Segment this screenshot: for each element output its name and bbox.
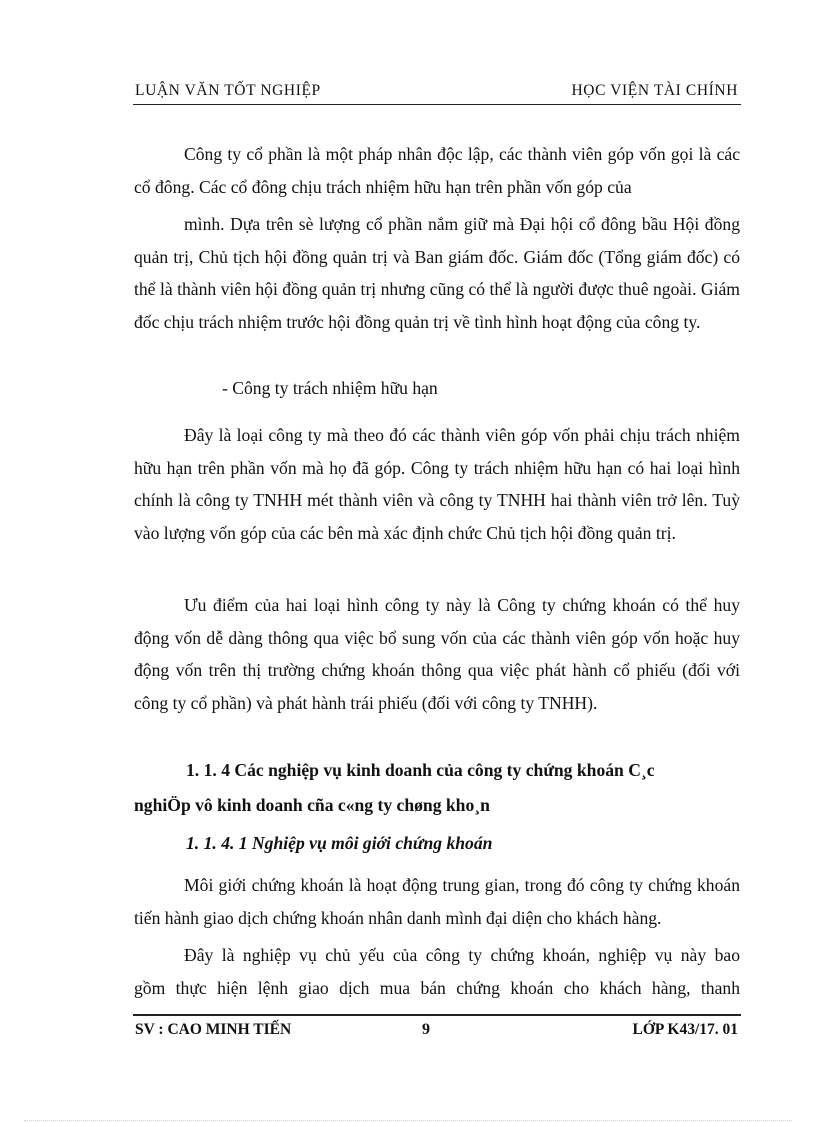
bullet-item: - Công ty trách nhiệm hữu hạn xyxy=(222,378,438,398)
paragraph-4: Môi giới chứng khoán là hoạt động trung gian, trong đó công ty chứng khoán tiến hành giao dịch chứng khoán nhân danh mình đại diện cho khách hàng. xyxy=(134,875,740,928)
footer-class-code: LỚP K43/17. 01 xyxy=(632,1021,738,1038)
subsection-heading: 1. 1. 4. 1 Nghiệp vụ môi giới chứng khoán xyxy=(186,833,493,853)
section-heading-line-1: 1. 1. 4 Các nghiệp vụ kinh doanh của công ty chứng khoán C¸c xyxy=(186,760,655,780)
footer-student-name: SV : CAO MINH TIẾN xyxy=(135,1021,292,1038)
header-left-title: LUẬN VĂN TỐT NGHIỆP xyxy=(135,82,321,99)
footer-divider xyxy=(133,1014,741,1016)
page-edge-dotted-line xyxy=(24,1120,792,1121)
paragraph-1-continuation: mình. Dựa trên sè lượng cổ phần nắm giữ mà Đại hội cổ đông bầu Hội đồng quản trị, Chủ tịch hội đồng quản trị và Ban giám đốc. Giám đốc (Tổng giám đốc) có thể là thành viên hội đồng quản trị nhưng cũng có thể là người được thuê ngoài. Giám đốc chịu trách nhiệm trước hội đồng quản trị về tình hình hoạt động của công ty. xyxy=(134,214,740,332)
header-right-title: HỌC VIỆN TÀI CHÍNH xyxy=(571,82,738,99)
paragraph-5-line-1: Đây là nghiệp vụ chủ yếu của công ty chứng khoán, nghiệp vụ này bao xyxy=(184,945,740,965)
header-divider xyxy=(133,104,741,105)
paragraph-3: Ưu điểm của hai loại hình công ty này là Công ty chứng khoán có thể huy động vốn dễ dàng thông qua việc bổ sung vốn của các thành viên góp vốn hoặc huy động vốn trên thị trường chứng khoán thông qua việc phát hành cổ phiếu (đối với công ty cổ phần) và phát hành trái phiếu (đối với công ty TNHH). xyxy=(134,595,740,713)
page-number: 9 xyxy=(422,1021,430,1038)
section-heading-line-2: nghiÖp vô kinh doanh cña c«ng ty chøng kho¸n xyxy=(134,795,490,815)
paragraph-2: Đây là loại công ty mà theo đó các thành viên góp vốn phải chịu trách nhiệm hữu hạn trên phần vốn mà họ đã góp. Công ty trách nhiệm hữu hạn có hai loại hình chính là công ty TNHH mét thành viên và công ty TNHH hai thành viên trở lên. Tuỳ vào lượng vốn góp của các bên mà xác định chức Chủ tịch hội đồng quản trị. xyxy=(134,425,740,543)
paragraph-5-line-2: gồm thực hiện lệnh giao dịch mua bán chứng khoán cho khách hàng, thanh xyxy=(134,978,740,998)
paragraph-1-opening: Công ty cổ phần là một pháp nhân độc lập, các thành viên góp vốn gọi là các cổ đông. Các cổ đông chịu trách nhiệm hữu hạn trên phần vốn góp của xyxy=(134,144,740,197)
